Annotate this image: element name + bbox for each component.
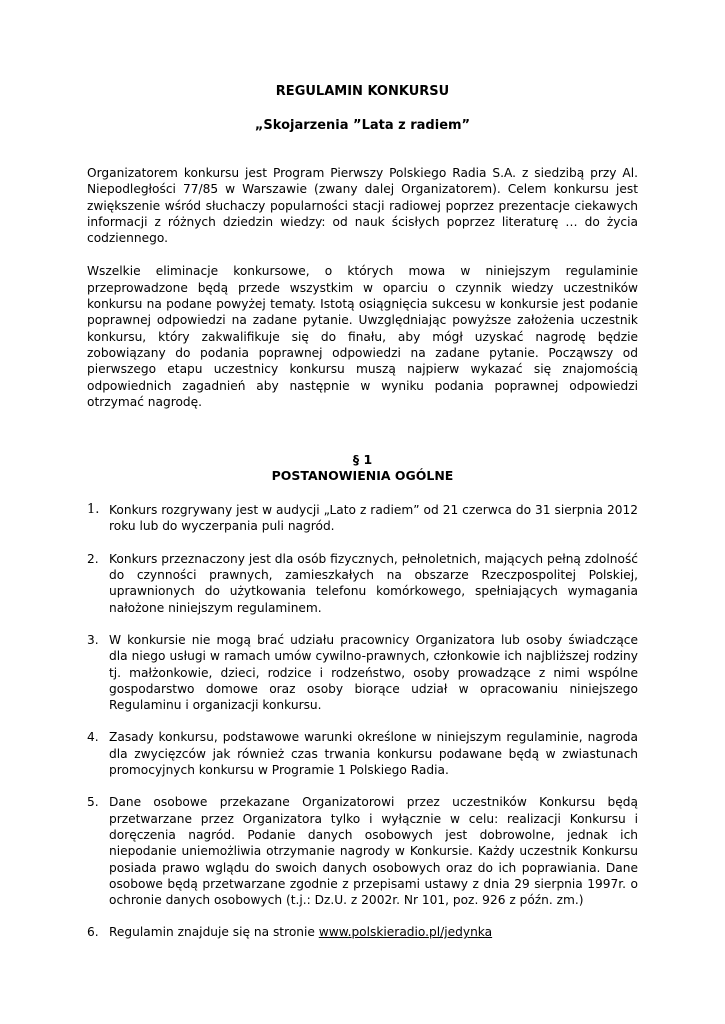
intro-paragraph: Wszelkie eliminacje konkursowe, o których mowa w niniejszym regulaminie przeprowadzone będą przede wszystkim w oparciu o czynnik wiedzy uczestników konkursu na podane powyżej tematy. Istotą osiągnięcia sukcesu w konkursie jest podanie poprawnej odpowiedzi na zadane pytanie. Uwzględniając powyższe założenia uczestnik konkursu, który zakwalifikuje się do finału, aby mógł uzyskać nagrodę będzie zobowiązany do podania poprawnej odpowiedzi na zadane pytanie. Począwszy od pierwszego etapu uczestnicy konkursu muszą najpierw wykazać się znajomością odpowiednich zagadnień aby następnie w wyniku podania poprawnej odpowiedzi otrzymać nagrodę. [87, 264, 638, 409]
section-title: POSTANOWIENIA OGÓLNE [271, 468, 454, 484]
list-item-number: 3. [87, 632, 99, 647]
list-item-text: Regulamin znajduje się na stronie [109, 925, 319, 940]
list-item [87, 794, 638, 908]
section-items-list [87, 502, 638, 941]
list-item [87, 729, 638, 778]
list-item-text: Konkurs rozgrywany jest w audycji „Lato z radiem” od 21 czerwca do 31 sierpnia 2012 roku lub do wyczerpania puli nagród. [109, 503, 638, 534]
list-item-text: Konkurs przeznaczony jest dla osób fizycznych, pełnoletnich, mających pełną zdolność do czynności prawnych, zamieszkałych na obszarze Rzeczpospolitej Polskiej, uprawnionych do użytkowania telefonu komórkowego, spełniających wymagania nałożone niniejszym regulaminem. [109, 551, 638, 615]
regulations-link[interactable]: www.polskieradio.pl/jedynka [318, 925, 493, 940]
list-item-number: 2. [87, 551, 99, 566]
list-item-number: 4. [87, 730, 99, 745]
document-page [87, 84, 638, 957]
document-subtitle: „Skojarzenia ”Lata z radiem” [254, 118, 471, 133]
list-item [87, 551, 638, 616]
list-item-number: 1. [87, 502, 100, 518]
list-item-text: Dane osobowe przekazane Organizatorowi przez uczestników Konkursu będą przetwarzane przez Organizatora tylko i wyłącznie w celu: realizacji Konkursu i doręczenia nagród. Podanie danych osobowych jest dobrowolne, jednak ich niepodanie uniemożliwia otrzymanie nagrody w Konkursie. Każdy uczestnik Konkursu posiada prawo wglądu do swoich danych osobowych oraz do ich poprawiania. Dane osobowe będą przetwarzane zgodnie z przepisami ustawy z dnia 29 sierpnia 1997r. o ochronie danych osobowych (t.j.: Dz.U. z 2002r. Nr 101, poz. 926 z późn. zm.) [109, 795, 638, 908]
intro-paragraph: Organizatorem konkursu jest Program Pierwszy Polskiego Radia S.A. z siedzibą przy Al. Niepodległości 77/85 w Warszawie (zwany dalej Organizatorem). Celem konkursu jest zwiększenie wśród słuchaczy popularności stacji radiowej poprzez prezentacje ciekawych informacji z różnych dziedzin wiedzy: od nauk ścisłych poprzez literaturę … do życia codziennego. [87, 166, 638, 246]
list-item-text: Zasady konkursu, podstawowe warunki określone w niniejszym regulaminie, nagroda dla zwycięzców jak również czas trwania konkursu podawane będą w zwiastunach promocyjnych konkursu w Programie 1 Polskiego Radia. [109, 730, 638, 778]
document-title: REGULAMIN KONKURSU [275, 84, 450, 99]
list-item-number: 6. [87, 925, 99, 940]
list-item-number: 5. [87, 795, 99, 810]
list-item-text: W konkursie nie mogą brać udziału pracownicy Organizatora lub osoby świadczące dla niego usługi w ramach umów cywilno-prawnych, członkowie ich najbliższej rodziny tj. małżonkowie, dzieci, rodzice i rodzeństwo, osoby prowadzące z nimi wspólne gospodarstwo domowe oraz osoby biorące udział w opracowaniu niniejszego Regulaminu i organizacji konkursu. [109, 632, 638, 713]
section-number: § 1 [352, 452, 373, 468]
list-item [87, 924, 638, 940]
list-item [87, 502, 638, 535]
list-item [87, 632, 638, 713]
